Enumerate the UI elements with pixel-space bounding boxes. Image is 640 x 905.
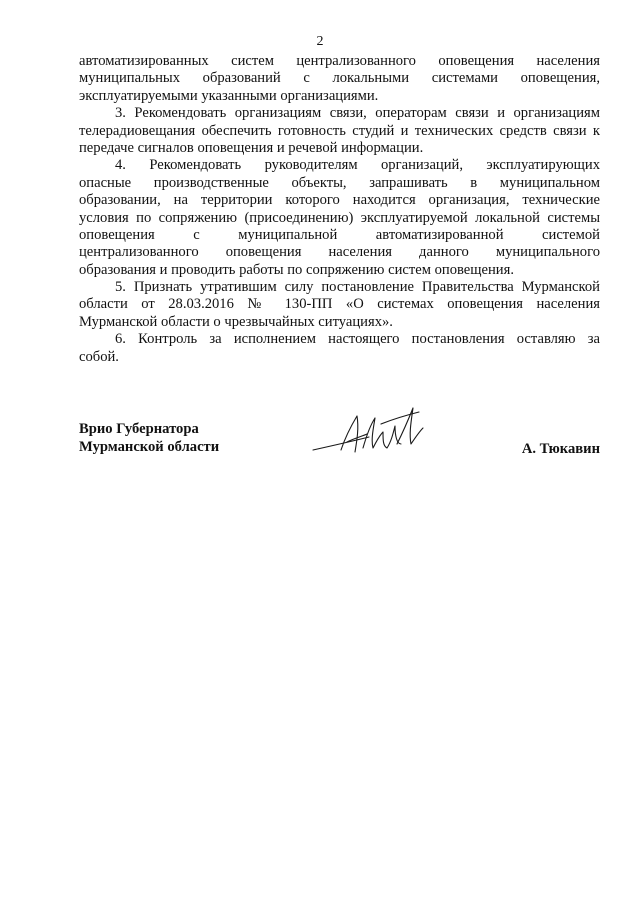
- text-line: 3. Рекомендовать организациям связи, операторам связи и организациям: [115, 105, 600, 122]
- text-line: области от 28.03.2016 № 130-ПП «О системах оповещения населения: [79, 296, 600, 313]
- text-line: собой.: [79, 348, 119, 365]
- signatory-title: [79, 420, 219, 456]
- text-line: условия по сопряжению (присоединению) эксплуатируемой локальной системы: [79, 209, 600, 226]
- text-line: передаче сигналов оповещения и речевой информации.: [79, 139, 424, 156]
- text-line: централизованного оповещения населения данного муниципального: [79, 244, 600, 261]
- signatory-title-line: Мурманской области: [79, 439, 220, 455]
- text-line: оповещения с муниципальной автоматизированной системой: [79, 226, 600, 243]
- text-line: 4. Рекомендовать руководителям организаций, эксплуатирующих: [115, 157, 600, 174]
- signature-block: [79, 420, 600, 470]
- text-line: Мурманской области о чрезвычайных ситуациях».: [79, 313, 393, 330]
- text-line: образовании, на территории которого находится организация, технические: [79, 192, 600, 209]
- text-line: автоматизированных систем централизованного оповещения населения: [79, 53, 600, 69]
- text-line: 6. Контроль за исполнением настоящего постановления оставляю за: [115, 331, 600, 348]
- signatory-title-line: Врио Губернатора: [79, 421, 199, 437]
- text-line: эксплуатируемыми указанными организациями.: [79, 87, 379, 104]
- text-line: телерадиовещания обеспечить готовность студий и технических средств связи к: [79, 122, 600, 139]
- page-number: 2: [316, 34, 324, 49]
- text-line: муниципальных образований с локальными системами оповещения,: [79, 70, 600, 87]
- text-line: опасные производственные объекты, запрашивать в муниципальном: [79, 174, 600, 191]
- text-line: образования и проводить работы по сопряжению систем оповещения.: [79, 261, 514, 278]
- handwritten-signature: [311, 404, 431, 462]
- text-line: 5. Признать утратившим силу постановление Правительства Мурманской: [115, 279, 600, 296]
- signatory-name: А. Тюкавин: [521, 441, 600, 457]
- document-body: [79, 53, 600, 366]
